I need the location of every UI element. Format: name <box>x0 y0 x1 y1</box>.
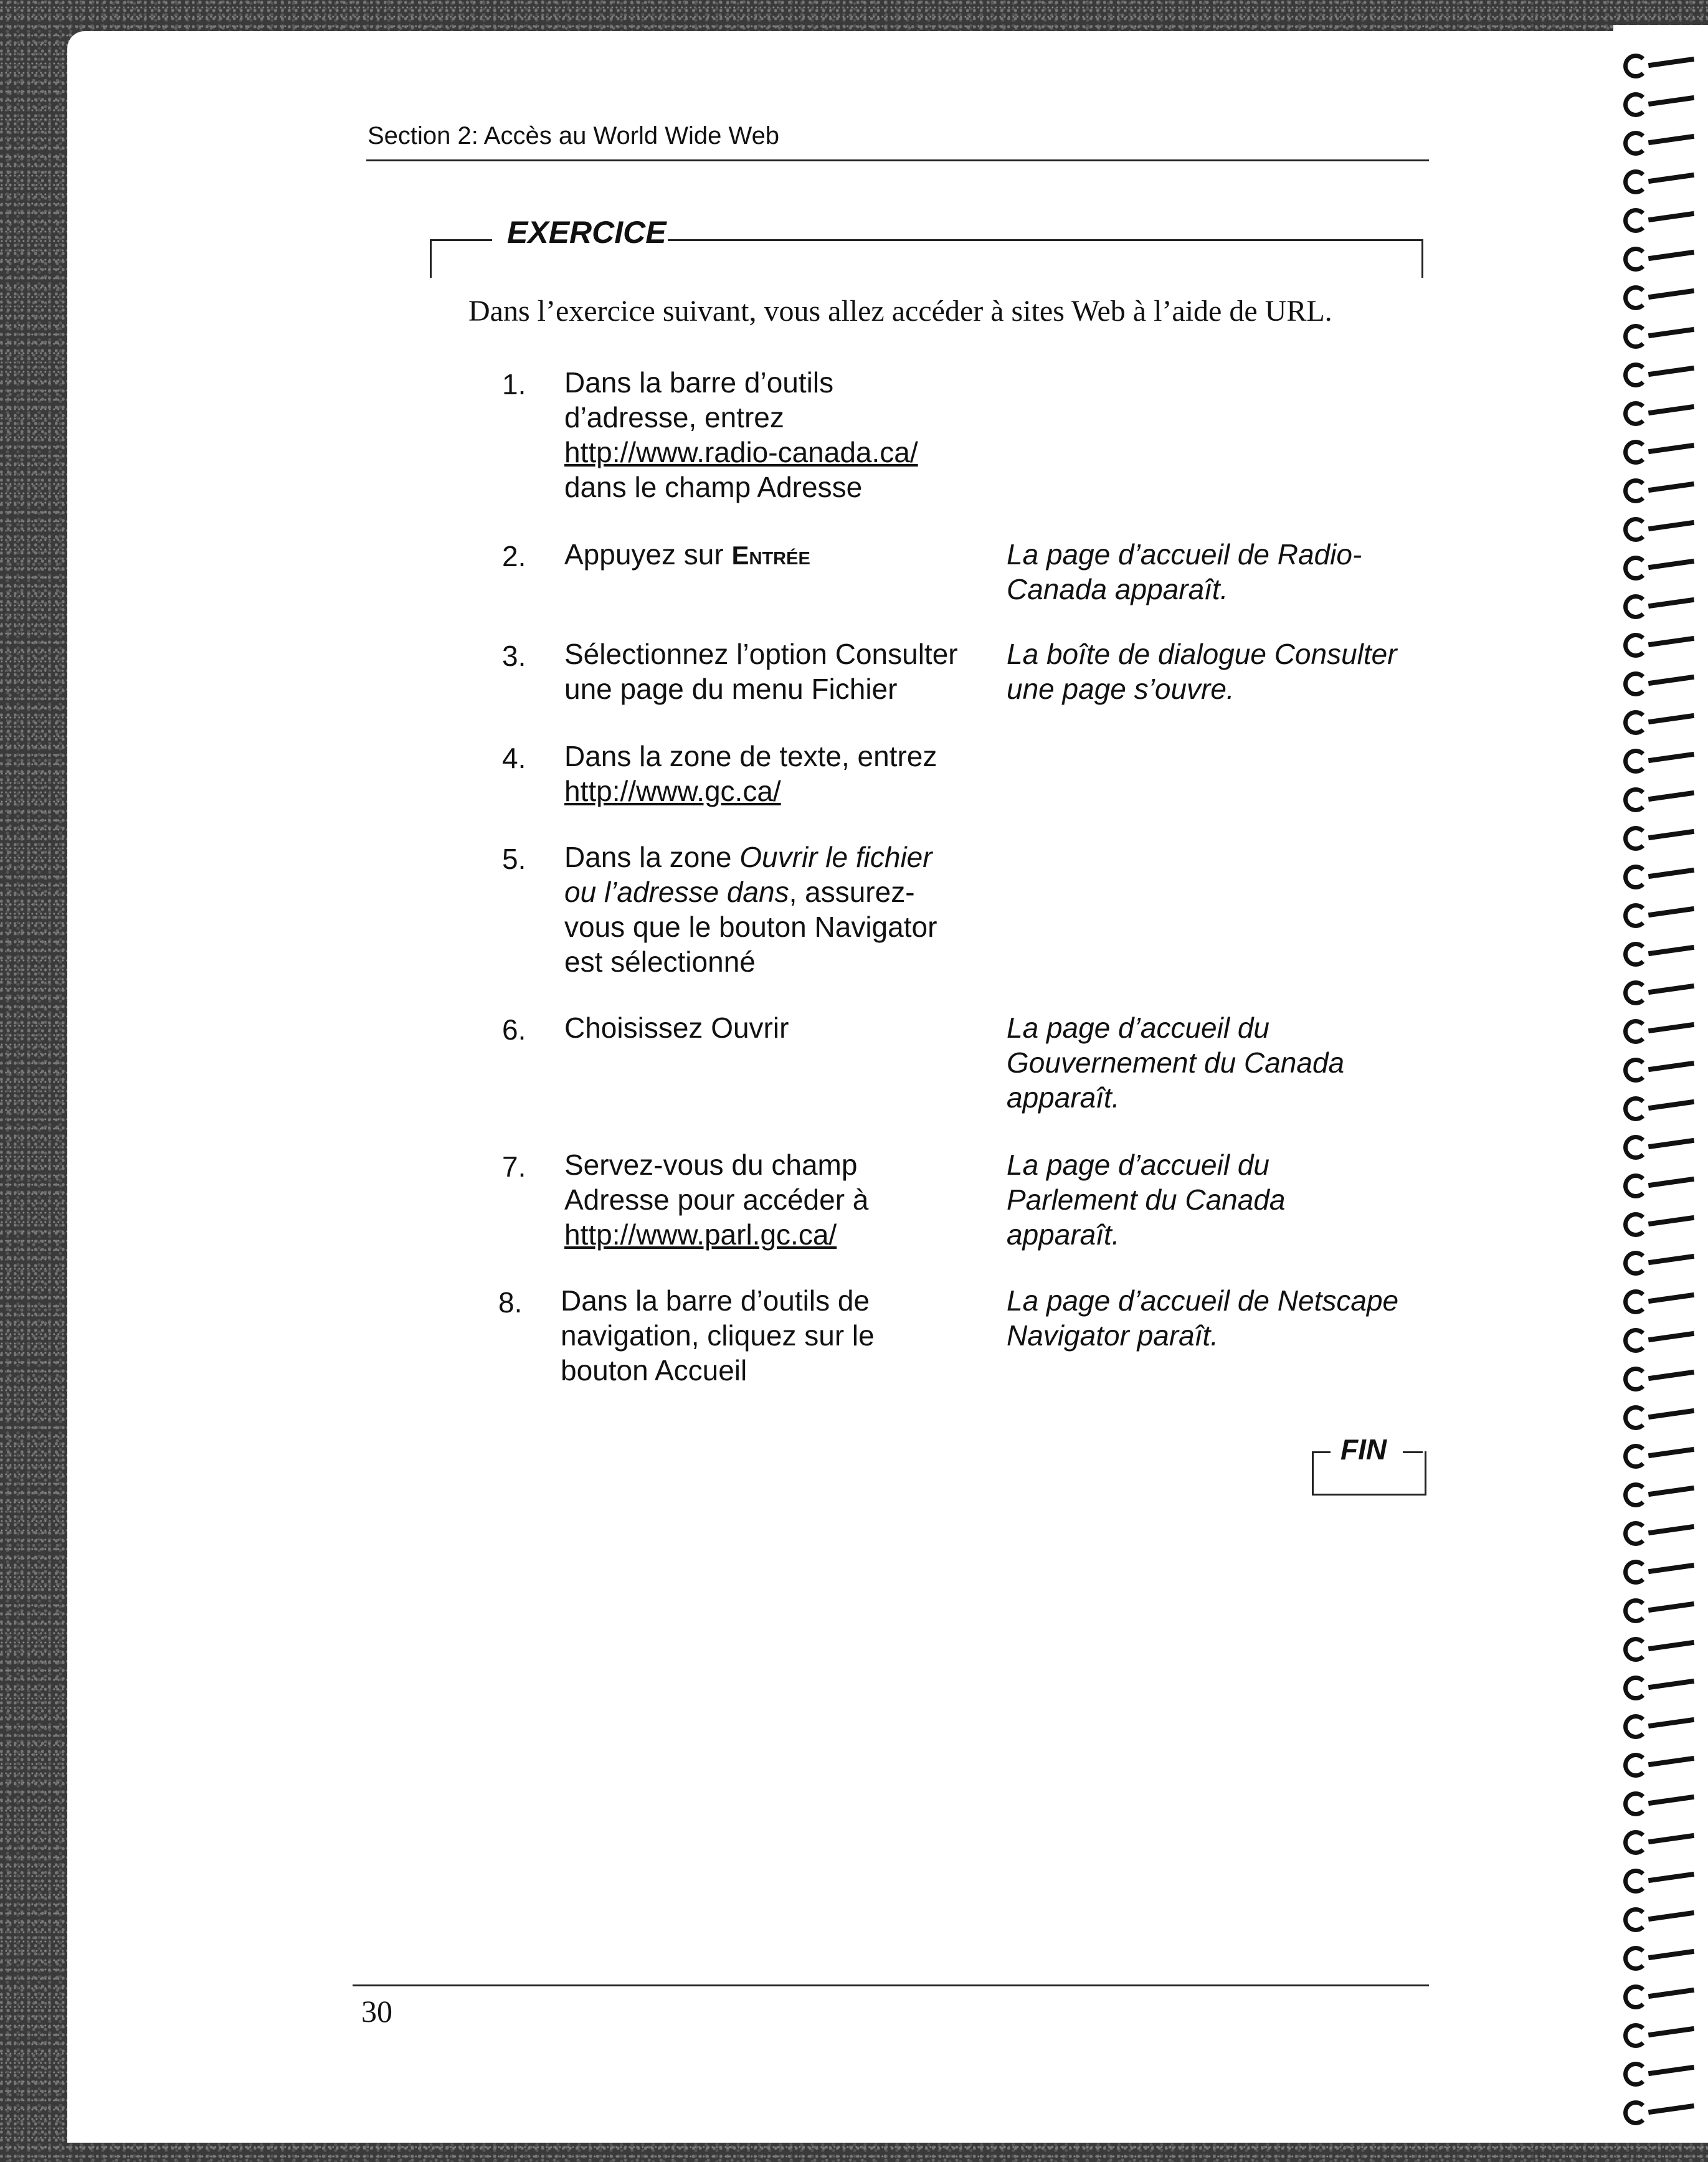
header-rule <box>366 159 1429 161</box>
exercise-frame-top <box>668 239 1423 241</box>
binding-ring <box>1623 88 1698 113</box>
binding-ring <box>1623 1479 1698 1504</box>
result-line: La page d’accueil du <box>1007 1149 1269 1181</box>
binding-ring <box>1623 1788 1698 1813</box>
step-number: 8. <box>498 1286 523 1319</box>
binding-ring <box>1623 2097 1698 2122</box>
result-line: apparaît. <box>1007 1218 1120 1251</box>
binding-ring <box>1623 861 1698 886</box>
step-number: 5. <box>502 843 526 875</box>
binding-ring <box>1623 359 1698 384</box>
binding-ring <box>1623 2058 1698 2083</box>
end-marker-rule <box>1312 1451 1331 1453</box>
exercise-frame-left <box>430 239 432 278</box>
result-line: La page d’accueil du <box>1007 1012 1269 1044</box>
exercise-intro: Dans l’exercice suivant, vous allez accéder à sites Web à l’aide de URL. <box>468 295 1332 328</box>
step-result <box>1007 637 1455 706</box>
binding-ring <box>1623 977 1698 1002</box>
binding-ring <box>1623 1247 1698 1272</box>
end-marker-rule <box>1403 1451 1423 1453</box>
binding-ring <box>1623 745 1698 770</box>
binding-ring <box>1623 1363 1698 1388</box>
exercise-frame-top <box>430 239 492 241</box>
result-line: Parlement du Canada <box>1007 1183 1286 1216</box>
step-line: Sélectionnez l’option Consulter <box>564 638 958 670</box>
step-text <box>564 537 988 573</box>
binding-ring <box>1623 50 1698 75</box>
binding-ring <box>1623 1517 1698 1542</box>
field-name: Ouvrir le fichier <box>739 841 932 873</box>
binding-ring <box>1623 590 1698 615</box>
step-text <box>564 1147 988 1252</box>
step-line: Dans la barre d’outils de <box>561 1284 870 1317</box>
binding-ring <box>1623 1710 1698 1735</box>
exercise-frame-right <box>1421 239 1423 278</box>
binding-ring <box>1623 1826 1698 1851</box>
step-text <box>564 739 988 808</box>
url-link[interactable]: http://www.radio-canada.ca/ <box>564 436 918 468</box>
binding-ring <box>1623 1054 1698 1079</box>
section-header: Section 2: Accès au World Wide Web <box>368 122 780 149</box>
step-number: 4. <box>502 742 526 774</box>
binding-ring <box>1623 2019 1698 2044</box>
binding-ring <box>1623 938 1698 963</box>
step-line: bouton Accueil <box>561 1354 747 1387</box>
binding-ring <box>1623 1865 1698 1890</box>
step-result <box>1007 537 1455 607</box>
binding-ring <box>1623 629 1698 654</box>
step-result <box>1007 1283 1455 1353</box>
binding-ring <box>1623 1324 1698 1349</box>
step-result <box>1007 1010 1455 1115</box>
binding-ring <box>1623 1633 1698 1658</box>
result-line: La page d’accueil de Netscape <box>1007 1284 1399 1317</box>
step-line: est sélectionné <box>564 946 756 978</box>
field-name: ou l’adresse dans <box>564 876 789 908</box>
binding-ring <box>1623 243 1698 268</box>
step-line: d’adresse, entrez <box>564 401 784 434</box>
result-line: Gouvernement du Canada <box>1007 1046 1345 1079</box>
step-line: Appuyez sur <box>564 538 732 571</box>
step-text <box>561 1283 984 1388</box>
url-link[interactable]: http://www.parl.gc.ca/ <box>564 1218 837 1251</box>
binding-ring <box>1623 1595 1698 1619</box>
binding-ring <box>1623 436 1698 461</box>
end-marker-label: FIN <box>1340 1433 1387 1466</box>
binding-ring <box>1623 513 1698 538</box>
binding-ring <box>1623 784 1698 808</box>
step-number: 1. <box>502 368 526 401</box>
step-line: Servez-vous du champ <box>564 1149 858 1181</box>
binding-ring <box>1623 1672 1698 1697</box>
binding-ring <box>1623 204 1698 229</box>
step-line: Dans la zone <box>564 841 740 873</box>
step-line: , assurez- <box>789 876 915 908</box>
binding-ring <box>1623 822 1698 847</box>
step-line: vous que le bouton Navigator <box>564 911 937 943</box>
binding-ring <box>1623 1749 1698 1774</box>
binding-ring <box>1623 1208 1698 1233</box>
page-number: 30 <box>361 1994 392 2029</box>
spiral-binding <box>1613 25 1708 2143</box>
step-number: 2. <box>502 540 526 572</box>
key-name: Entrée <box>731 541 810 570</box>
step-line: dans le champ Adresse <box>564 471 863 503</box>
binding-ring <box>1623 899 1698 924</box>
binding-ring <box>1623 1440 1698 1465</box>
binding-ring <box>1623 1170 1698 1195</box>
binding-ring <box>1623 397 1698 422</box>
footer-rule <box>353 1984 1429 1986</box>
step-line: Dans la zone de texte, entrez <box>564 740 937 772</box>
result-line: apparaît. <box>1007 1081 1120 1114</box>
binding-ring <box>1623 552 1698 577</box>
step-number: 3. <box>502 640 526 672</box>
step-result <box>1007 1147 1455 1252</box>
step-number: 6. <box>502 1013 526 1046</box>
result-line: Navigator paraît. <box>1007 1319 1219 1352</box>
binding-ring <box>1623 1556 1698 1581</box>
step-line: navigation, cliquez sur le <box>561 1319 875 1352</box>
binding-ring <box>1623 127 1698 152</box>
step-text <box>564 840 988 979</box>
step-line: Choisissez Ouvrir <box>564 1012 789 1044</box>
binding-ring <box>1623 282 1698 306</box>
binding-ring <box>1623 1131 1698 1156</box>
step-text <box>564 365 988 505</box>
result-line: La page d’accueil de Radio- <box>1007 538 1362 571</box>
exercise-title: EXERCICE <box>507 215 667 250</box>
binding-ring <box>1623 668 1698 693</box>
step-line: une page du menu Fichier <box>564 673 898 705</box>
result-line: Canada apparaît. <box>1007 573 1228 605</box>
binding-ring <box>1623 1015 1698 1040</box>
step-text <box>564 1010 988 1045</box>
step-text <box>564 637 988 706</box>
binding-ring <box>1623 1942 1698 1967</box>
binding-ring <box>1623 320 1698 345</box>
binding-ring <box>1623 166 1698 191</box>
step-line: Adresse pour accéder à <box>564 1183 869 1216</box>
step-number: 7. <box>502 1150 526 1183</box>
url-link[interactable]: http://www.gc.ca/ <box>564 775 781 807</box>
step-line: Dans la barre d’outils <box>564 366 834 399</box>
binding-ring <box>1623 1401 1698 1426</box>
binding-ring <box>1623 706 1698 731</box>
result-line: La boîte de dialogue Consulter <box>1007 638 1397 670</box>
result-line: une page s’ouvre. <box>1007 673 1235 705</box>
binding-ring <box>1623 1904 1698 1928</box>
binding-ring <box>1623 1286 1698 1311</box>
binding-ring <box>1623 475 1698 500</box>
binding-ring <box>1623 1981 1698 2006</box>
binding-ring <box>1623 1093 1698 1117</box>
